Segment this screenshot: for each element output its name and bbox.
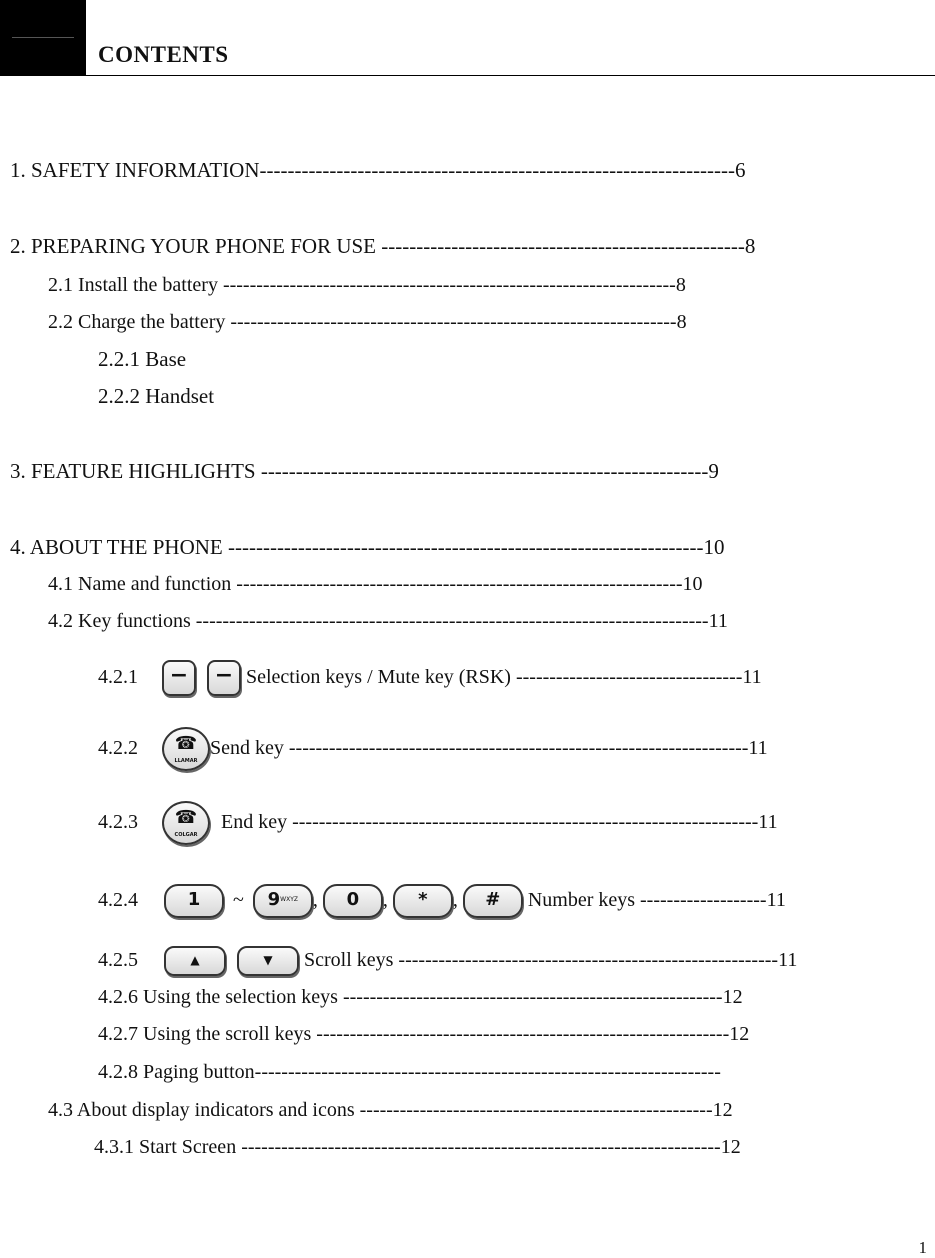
toc-entry-4-2-4-label: Number keys -------------------11	[527, 889, 786, 911]
toc-entry-4[interactable]: 4. ABOUT THE PHONE --------------------------------------------------------------------10	[10, 535, 725, 559]
send-key-caption: LLAMAR	[174, 758, 198, 765]
end-key-caption: COLGAR	[174, 832, 198, 839]
page-number: 1	[918, 1238, 927, 1257]
minus-key-icon-2: −	[207, 660, 241, 696]
comma-separator-3: ,	[452, 889, 458, 911]
send-key-icon	[162, 727, 210, 771]
toc-entry-4-2-4[interactable]	[98, 878, 786, 922]
toc-entry-4-2-5[interactable]	[98, 940, 797, 980]
end-key-symbol: ☎	[174, 807, 198, 829]
key-9-letters: WXYZ	[280, 896, 298, 904]
minus-key-icon: −	[162, 660, 196, 696]
end-key-icon	[162, 801, 210, 845]
key-1-icon: 1	[164, 884, 224, 918]
page-title: CONTENTS	[98, 42, 229, 67]
scroll-up-key-icon: ▲	[164, 946, 226, 976]
toc-entry-4-2-1-number: 4.2.1	[98, 666, 138, 688]
toc-entry-4-3-1[interactable]: 4.3.1 Start Screen ------------------------------------------------------------------------12	[94, 1136, 741, 1158]
key-0-icon: 0	[323, 884, 383, 918]
header-block-rule	[12, 37, 74, 38]
toc-entry-3[interactable]: 3. FEATURE HIGHLIGHTS ----------------------------------------------------------------9	[10, 459, 719, 483]
toc-entry-4-2-8[interactable]: 4.2.8 Paging button----------------------------------------------------------------------	[98, 1061, 721, 1083]
toc-entry-4-2-3-number: 4.2.3	[98, 811, 138, 833]
toc-entry-2-2-1[interactable]: 2.2.1 Base	[98, 347, 187, 371]
toc-entry-4-2-5-number: 4.2.5	[98, 949, 138, 971]
toc-entry-4-3[interactable]: 4.3 About display indicators and icons -----------------------------------------------------12	[48, 1099, 733, 1121]
toc-entry-2-1[interactable]: 2.1 Install the battery --------------------------------------------------------------------8	[48, 274, 686, 296]
comma-separator-2: ,	[382, 889, 388, 911]
comma-separator: ,	[312, 889, 318, 911]
toc-entry-4-2-1[interactable]	[98, 655, 762, 699]
toc-entry-4-2-3[interactable]	[98, 800, 778, 845]
toc-entry-4-2-2-number: 4.2.2	[98, 737, 138, 759]
send-key-symbol: ☎	[174, 733, 198, 755]
toc-entry-4-2-3-label: End key ----------------------------------------------------------------------11	[221, 811, 778, 833]
scroll-down-key-icon: ▼	[237, 946, 299, 976]
toc-entry-4-2-1-label: Selection keys / Mute key (RSK) ----------------------------------11	[246, 666, 762, 688]
toc-entry-4-2-6[interactable]: 4.2.6 Using the selection keys ---------------------------------------------------------12	[98, 986, 743, 1008]
toc-entry-4-2-4-number: 4.2.4	[98, 889, 138, 911]
toc-entry-1[interactable]: 1. SAFETY INFORMATION--------------------------------------------------------------------6	[10, 158, 746, 182]
header-black-block	[0, 0, 86, 76]
toc-entry-2[interactable]: 2. PREPARING YOUR PHONE FOR USE ----------------------------------------------------8	[10, 234, 756, 258]
header-rule	[86, 75, 935, 76]
toc-entry-4-2[interactable]: 4.2 Key functions -----------------------------------------------------------------------------11	[48, 610, 728, 632]
toc-entry-2-2-2[interactable]: 2.2.2 Handset	[98, 384, 215, 408]
star-key-icon: *	[393, 884, 453, 918]
toc-entry-4-2-2[interactable]	[98, 726, 768, 771]
toc-entry-4-2-2-label: Send key ---------------------------------------------------------------------11	[210, 737, 768, 759]
toc-entry-4-1[interactable]: 4.1 Name and function -------------------------------------------------------------------10	[48, 573, 703, 595]
key-9-icon	[253, 884, 313, 918]
hash-key-icon: #	[463, 884, 523, 918]
toc-entry-2-2[interactable]: 2.2 Charge the battery -------------------------------------------------------------------8	[48, 311, 687, 333]
key-9-digit: 9	[267, 889, 281, 911]
toc-entry-4-2-7[interactable]: 4.2.7 Using the scroll keys --------------------------------------------------------------12	[98, 1023, 750, 1045]
tilde-separator: ~	[233, 889, 244, 911]
toc-entry-4-2-5-label: Scroll keys ---------------------------------------------------------11	[304, 949, 798, 971]
